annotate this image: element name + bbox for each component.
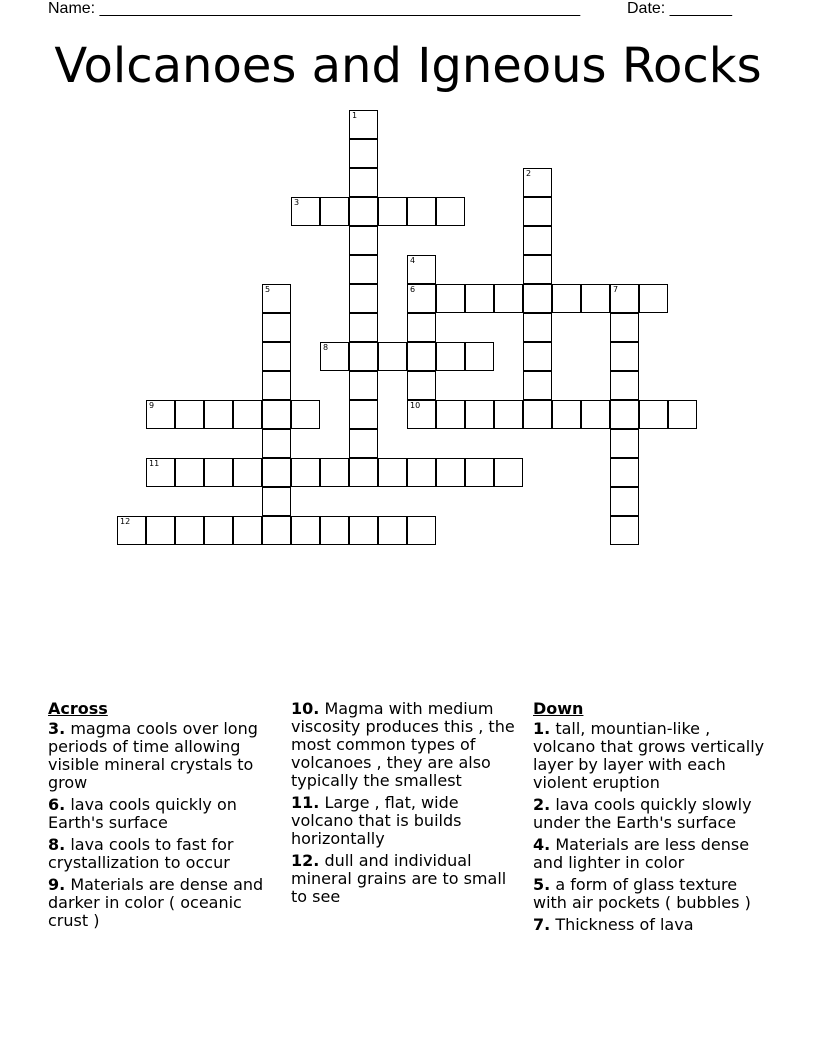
clue-across-8 (48, 836, 278, 872)
clue-number: 4. (533, 835, 551, 854)
crossword-cell[interactable] (465, 400, 494, 429)
crossword-cell[interactable] (349, 313, 378, 342)
crossword-cell[interactable] (349, 429, 378, 458)
page-title: Volcanoes and Igneous Rocks (54, 38, 762, 94)
clue-number: 2. (533, 795, 551, 814)
crossword-cell[interactable] (407, 284, 436, 313)
clue-number: 3. (48, 719, 66, 738)
crossword-cell[interactable] (262, 342, 291, 371)
crossword-cell[interactable] (349, 110, 378, 139)
crossword-cell[interactable] (320, 516, 349, 545)
clue-number: 9. (48, 875, 66, 894)
crossword-cell[interactable] (117, 516, 146, 545)
name-field-label: Name: ______________________________________________________ (48, 0, 581, 17)
crossword-cell[interactable] (204, 400, 233, 429)
crossword-cell[interactable] (610, 487, 639, 516)
crossword-cell[interactable] (436, 342, 465, 371)
crossword-cell[interactable] (407, 197, 436, 226)
crossword-cell[interactable] (639, 400, 668, 429)
cell-number: 4 (410, 256, 416, 265)
cell-number: 11 (149, 459, 160, 468)
crossword-cell[interactable] (349, 168, 378, 197)
crossword-cell[interactable] (407, 371, 436, 400)
crossword-cell[interactable] (407, 400, 436, 429)
crossword-cell[interactable] (262, 516, 291, 545)
crossword-cell[interactable] (436, 458, 465, 487)
clue-text: tall, mountian-like , volcano that grows vertically layer by layer with each violent eruption (533, 719, 765, 792)
clue-across-3 (48, 720, 278, 792)
clue-number: 1. (533, 719, 551, 738)
clue-text: magma cools over long periods of time allowing visible mineral crystals to grow (48, 719, 258, 792)
clue-number: 8. (48, 835, 66, 854)
clue-text: Large , flat, wide volcano that is builds horizontally (291, 793, 462, 848)
crossword-cell[interactable] (349, 342, 378, 371)
clue-text: lava cools quickly on Earth's surface (48, 795, 237, 832)
clue-number: 12. (291, 851, 320, 870)
crossword-cell[interactable] (349, 284, 378, 313)
crossword-cell[interactable] (320, 197, 349, 226)
crossword-cell[interactable] (610, 313, 639, 342)
crossword-cell[interactable] (581, 400, 610, 429)
crossword-cell[interactable] (523, 197, 552, 226)
crossword-cell[interactable] (552, 284, 581, 313)
cell-number: 8 (323, 343, 329, 352)
crossword-cell[interactable] (523, 226, 552, 255)
down-heading: Down (533, 699, 584, 718)
cell-number: 12 (120, 517, 131, 526)
crossword-cell[interactable] (291, 400, 320, 429)
crossword-cell[interactable] (349, 255, 378, 284)
crossword-cell[interactable] (349, 197, 378, 226)
crossword-cell[interactable] (581, 284, 610, 313)
crossword-cell[interactable] (349, 400, 378, 429)
crossword-cell[interactable] (407, 255, 436, 284)
crossword-cell[interactable] (146, 516, 175, 545)
cell-number: 6 (410, 285, 416, 294)
date-field-label: Date: _______ (627, 0, 732, 17)
crossword-cell[interactable] (349, 458, 378, 487)
crossword-cell[interactable] (349, 516, 378, 545)
clue-down-7 (533, 916, 773, 934)
crossword-cell[interactable] (291, 458, 320, 487)
crossword-cell[interactable] (262, 284, 291, 313)
clues-column-1 (48, 700, 278, 934)
crossword-cell[interactable] (494, 284, 523, 313)
clue-across-10 (291, 700, 523, 790)
clue-text: dull and individual mineral grains are to small to see (291, 851, 507, 906)
clues-column-2 (291, 700, 523, 910)
crossword-cell[interactable] (262, 400, 291, 429)
crossword-cell[interactable] (378, 458, 407, 487)
crossword-cell[interactable] (291, 516, 320, 545)
crossword-cell[interactable] (349, 226, 378, 255)
cell-number: 2 (526, 169, 532, 178)
clue-across-9 (48, 876, 278, 930)
crossword-cell[interactable] (610, 342, 639, 371)
crossword-cell[interactable] (610, 400, 639, 429)
crossword-cell[interactable] (465, 342, 494, 371)
crossword-cell[interactable] (639, 284, 668, 313)
crossword-cell[interactable] (465, 458, 494, 487)
crossword-cell[interactable] (494, 458, 523, 487)
crossword-cell[interactable] (436, 400, 465, 429)
crossword-cell[interactable] (610, 429, 639, 458)
clue-text: a form of glass texture with air pockets ( bubbles ) (533, 875, 751, 912)
crossword-cell[interactable] (349, 371, 378, 400)
crossword-cell[interactable] (320, 458, 349, 487)
cell-number: 1 (352, 111, 358, 120)
crossword-cell[interactable] (407, 458, 436, 487)
clue-number: 7. (533, 915, 551, 934)
clue-across-6 (48, 796, 278, 832)
crossword-cell[interactable] (262, 429, 291, 458)
clue-text: Materials are less dense and lighter in color (533, 835, 750, 872)
crossword-cell[interactable] (204, 458, 233, 487)
cell-number: 9 (149, 401, 155, 410)
crossword-cell[interactable] (233, 516, 262, 545)
clue-text: Thickness of lava (555, 915, 694, 934)
crossword-cell[interactable] (465, 284, 494, 313)
crossword-cell[interactable] (233, 400, 262, 429)
crossword-cell[interactable] (523, 342, 552, 371)
crossword-cell[interactable] (523, 255, 552, 284)
crossword-cell[interactable] (146, 458, 175, 487)
clue-text: Materials are dense and darker in color ( oceanic crust ) (48, 875, 264, 930)
crossword-cell[interactable] (407, 342, 436, 371)
crossword-cell[interactable] (378, 197, 407, 226)
crossword-cell[interactable] (610, 458, 639, 487)
clue-down-2 (533, 796, 773, 832)
crossword-cell[interactable] (262, 458, 291, 487)
crossword-cell[interactable] (610, 516, 639, 545)
crossword-cell[interactable] (523, 400, 552, 429)
crossword-cell[interactable] (436, 284, 465, 313)
crossword-cell[interactable] (175, 458, 204, 487)
clue-down-1 (533, 720, 773, 792)
crossword-cell[interactable] (175, 400, 204, 429)
crossword-cell[interactable] (262, 313, 291, 342)
clue-number: 11. (291, 793, 320, 812)
clue-down-5 (533, 876, 773, 912)
crossword-cell[interactable] (378, 342, 407, 371)
crossword-cell[interactable] (668, 400, 697, 429)
cell-number: 10 (410, 401, 421, 410)
crossword-cell[interactable] (146, 400, 175, 429)
crossword-cell[interactable] (436, 197, 465, 226)
across-heading: Across (48, 699, 108, 718)
cell-number: 7 (613, 285, 619, 294)
crossword-cell[interactable] (610, 371, 639, 400)
crossword-cell[interactable] (291, 197, 320, 226)
crossword-cell[interactable] (349, 139, 378, 168)
crossword-cell[interactable] (523, 284, 552, 313)
cell-number: 5 (265, 285, 271, 294)
crossword-cell[interactable] (233, 458, 262, 487)
clue-number: 10. (291, 699, 320, 718)
clue-down-4 (533, 836, 773, 872)
clue-number: 6. (48, 795, 66, 814)
crossword-cell[interactable] (494, 400, 523, 429)
crossword-cell[interactable] (320, 342, 349, 371)
crossword-cell[interactable] (204, 516, 233, 545)
clue-text: lava cools to fast for crystallization to occur (48, 835, 234, 872)
clues-column-3 (533, 700, 773, 938)
clue-number: 5. (533, 875, 551, 894)
crossword-cell[interactable] (262, 487, 291, 516)
crossword-cell[interactable] (262, 371, 291, 400)
cell-number: 3 (294, 198, 300, 207)
clue-text: Magma with medium viscosity produces this , the most common types of volcanoes , they are also typically the smallest (291, 699, 515, 790)
crossword-cell[interactable] (523, 371, 552, 400)
crossword-cell[interactable] (407, 516, 436, 545)
clue-across-11 (291, 794, 523, 848)
crossword-cell[interactable] (378, 516, 407, 545)
crossword-cell[interactable] (175, 516, 204, 545)
crossword-cell[interactable] (610, 284, 639, 313)
clue-text: lava cools quickly slowly under the Earth's surface (533, 795, 752, 832)
crossword-cell[interactable] (552, 400, 581, 429)
crossword-cell[interactable] (523, 168, 552, 197)
crossword-cell[interactable] (523, 313, 552, 342)
clue-across-12 (291, 852, 523, 906)
crossword-cell[interactable] (407, 313, 436, 342)
